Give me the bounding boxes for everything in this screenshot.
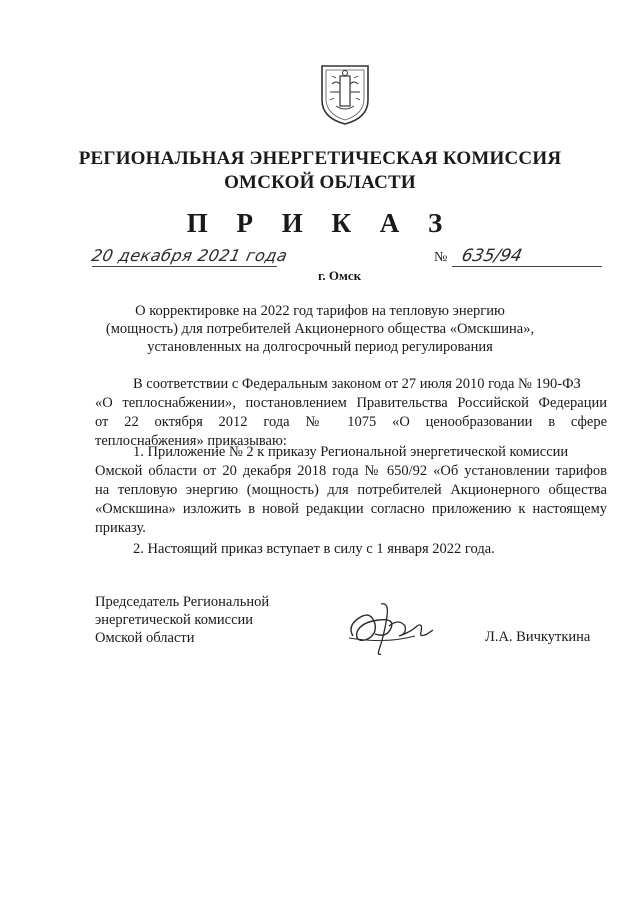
paragraph-line: приказу. (95, 520, 146, 536)
order-subject (95, 302, 545, 356)
handwritten-date: 20 декабря 2021 года (89, 246, 290, 265)
handwritten-signature (345, 596, 437, 658)
preamble-paragraph (95, 375, 607, 451)
number-underline (452, 266, 602, 267)
signatory-name: Л.А. Вичкуткина (485, 629, 591, 645)
date-underline (92, 266, 277, 267)
paragraph-line: теплоснабжения» приказываю: (95, 433, 287, 449)
paragraph-line: 1. Приложение № 2 к приказу Региональной энергетической комиссии (133, 444, 569, 460)
subject-line: О корректировке на 2022 год тарифов на тепловую энергию (135, 303, 505, 319)
coat-of-arms-emblem (318, 62, 372, 126)
number-label: № (434, 250, 448, 265)
organization-name-line2: ОМСКОЙ ОБЛАСТИ (224, 172, 416, 193)
paragraph-line: В соответствии с Федеральным законом от 27 июля 2010 года № 190-ФЗ (133, 376, 581, 392)
role-line: Председатель Региональной (95, 594, 270, 610)
paragraph-line: «Омскшина» изложить в новой редакции согласно приложению к настоящему (95, 501, 607, 517)
signatory-role (95, 593, 269, 647)
subject-line: (мощность) для потребителей Акционерного общества «Омскшина», (105, 321, 535, 337)
subject-line: установленных на долгосрочный период регулирования (147, 339, 493, 355)
organization-name-line1: РЕГИОНАЛЬНАЯ ЭНЕРГЕТИЧЕСКАЯ КОМИССИЯ (78, 148, 562, 169)
paragraph-line: на тепловую энергию (мощность) для потребителей Акционерного общества (95, 482, 607, 498)
handwritten-order-number: 635/94 (459, 246, 524, 266)
paragraph-line: 2. Настоящий приказ вступает в силу с 1 января 2022 года. (133, 541, 495, 557)
clause-2-paragraph (95, 540, 607, 559)
role-line: энергетической комиссии (95, 612, 254, 628)
paragraph-line: Омской области от 20 декабря 2018 года № 650/92 «Об установлении тарифов (95, 463, 607, 479)
role-line: Омской области (95, 630, 195, 646)
paragraph-line: «О теплоснабжении», постановлением Правительства Российской Федерации (95, 395, 607, 411)
document-title: П Р И К А З (186, 208, 454, 238)
city-label: г. Омск (318, 268, 362, 283)
clause-1-paragraph (95, 443, 607, 538)
paragraph-line: от 22 октября 2012 года № 1075 «О ценообразовании в сфере (95, 414, 607, 430)
